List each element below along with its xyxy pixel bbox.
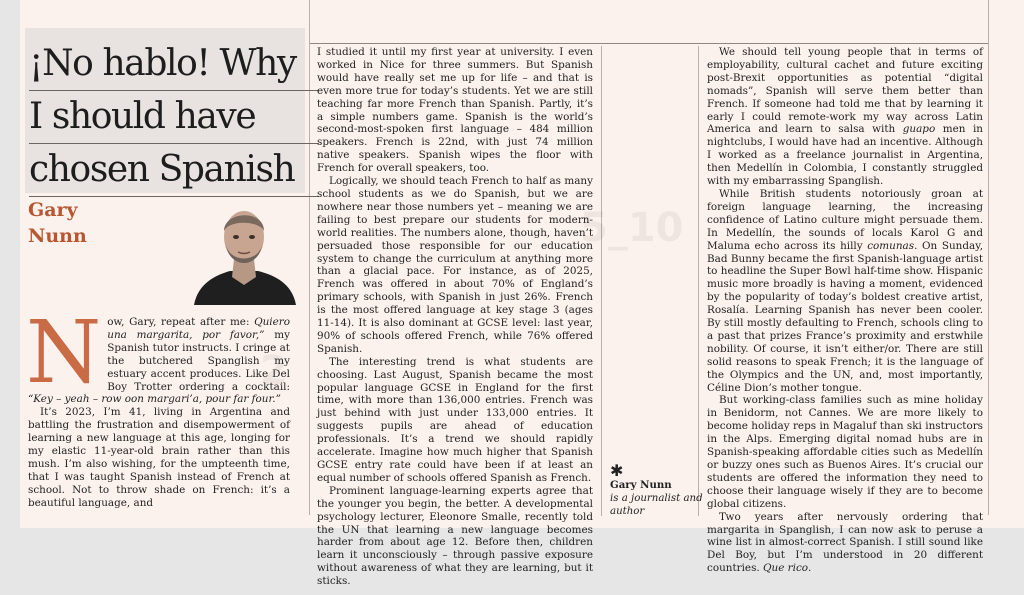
watermark: 2 bbox=[260, 348, 288, 394]
article-paragraph bbox=[707, 188, 983, 395]
article-paragraph: It’s 2023, I’m 41, living in Argentina and battling the frustration and disempowerment of learning a new language at this age, longing for my elastic 11-year-old brain rather than this mush. I’m also wishing, for the umpteenth time, that I was taught Spanish instead of French at school. Not to throw shade on French: it’s a beautiful language, and bbox=[28, 406, 290, 509]
author-photo bbox=[190, 197, 298, 305]
byline-first-name: Gary bbox=[28, 199, 78, 221]
headline bbox=[29, 38, 319, 197]
headline-line: chosen Spanish bbox=[29, 144, 319, 197]
article-column-2 bbox=[317, 46, 593, 588]
byline-last-name: Nunn bbox=[28, 225, 87, 247]
italic-run: “Key – yeah – row oon margari’a, pour far four.” bbox=[28, 393, 281, 406]
column-divider bbox=[698, 46, 699, 516]
author-note bbox=[610, 463, 705, 518]
text-run: my Spanish tutor instructs. I cringe at the butchered Spanglish my estuary accent produces. Like Del Boy Trotter ordering a cocktail: bbox=[107, 328, 290, 393]
article-paragraph: Prominent language-learning experts agree that the younger you begin, the better. A developmental psychology lecturer, Eleonore Smalle, recently told the UN that learning a new language becomes harder from about age 12. Before then, children learn it unconsciously – through passive exposure without awareness of what they are learning, but it sticks. bbox=[317, 484, 593, 588]
italic-run: Que rico bbox=[763, 562, 809, 575]
top-rule bbox=[310, 43, 988, 44]
text-run: . bbox=[808, 562, 812, 575]
byline bbox=[28, 197, 188, 249]
asterisk-icon: ✱ bbox=[610, 461, 624, 480]
column-divider bbox=[988, 0, 989, 515]
text-run: ow, Gary, repeat after me: bbox=[107, 316, 255, 328]
italic-run: comunas bbox=[867, 239, 915, 252]
italic-run: guapo bbox=[902, 123, 936, 136]
article-paragraph: Logically, we should teach French to half as many school students as we do Spanish, but we are nowhere near those numbers yet – meaning we are failing to best prepare our students for modern-world realities. The numbers alone, though, haven’t persuaded those responsible for our education system to change the curriculum at anything more than a glacial pace. For instance, as of 2025, French was offered in about 70% of England’s primary schools, with Spanish in just 26%. French is the most offered language at key stage 3 (ages 11-14). It is also dominant at GCSE level: last year, 90% of schools offered French, while 76% offered Spanish. bbox=[317, 175, 593, 355]
author-note-description: is a journalist and author bbox=[610, 493, 703, 517]
italic-run: Quiero una margarita, por favor,” bbox=[107, 316, 290, 341]
text-run: Two years after nervously ordering that margarita in Spanglish, I can now ask to peruse a wine list in almost-correct Spanish. I still sound like Del Boy, but I’m understood in 20 different countries. bbox=[707, 510, 983, 575]
article-paragraph bbox=[707, 511, 983, 576]
text-run: We should tell young people that in terms of employability, cultural cachet and future exciting post-Brexit opportunities as potential “digital nomads”, Spanish will serve them better than French. If someone had told me that by learning it early I could remote-work my way across Latin America and learn to salsa with bbox=[707, 46, 983, 136]
article-column-4 bbox=[707, 46, 983, 575]
headline-line: ¡No hablo! Why bbox=[29, 38, 319, 91]
watermark: 5_10 bbox=[580, 205, 684, 251]
article-paragraph bbox=[26, 303, 290, 406]
drop-cap: N bbox=[26, 303, 102, 403]
article-paragraph: I studied it until my first year at university. I even worked in Nice for three summers. But Spanish would have really set me up for life – and that is even more true for today’s students. Yet we are still teaching far more French than Spanish. Partly, it’s a simple numbers game. Spanish is the world’s second-most-spoken first language – 484 million speakers. French is 22nd, with just 74 million native speakers. Spanish wipes the floor with French for overall speakers, too. bbox=[317, 46, 593, 175]
column-divider bbox=[601, 46, 602, 516]
text-run: . On Sunday, Bad Bunny became the first Spanish-language artist to headline the Super Bowl half-time show. Hispanic music more broadly is having a moment, evidenced by the popularity of today’s boldest creative artist, Rosalía. Learning Spanish has never been cooler. By still mostly defaulting to French, schools cling to a past that prizes France’s proximity and erstwhile nobility. Of course, it isn’t either/or. There are still solid reasons to speak French; it is the language of the Olympics and the UN, and, most importantly, Céline Dion’s mother tongue. bbox=[707, 239, 983, 394]
text-run: While British students notoriously groan at foreign language learning, the increasing confidence of Latino culture might persuade them. In Medellín, the sounds of locals Karol G and Maluma echo across its hilly bbox=[707, 187, 983, 252]
article-column-1 bbox=[26, 303, 290, 521]
article-paragraph: The interesting trend is what students are choosing. Last August, Spanish became the most popular language GCSE in England for the first time, with more than 136,000 entries. French was just behind with just under 133,000 entries. It suggests pupils are ahead of education professionals. It’s a trend we should rapidly accelerate. Imagine how much higher that Spanish GCSE entry rate could have been if at least an equal number of schools offered Spanish as French. bbox=[317, 355, 593, 484]
author-note-name: Gary Nunn bbox=[610, 479, 672, 491]
newspaper-page bbox=[20, 0, 1024, 588]
text-run: men in nightclubs, I would have had an incentive. Although I worked as a freelance journalist in Argentina, then Medellín in Colombia, I constantly struggled with my embarrassing Spanglish. bbox=[707, 123, 983, 188]
article-paragraph bbox=[707, 46, 983, 188]
article-paragraph: But working-class families such as mine holiday in Benidorm, not Cannes. We are more likely to become holiday reps in Magaluf than ski instructors in the Alps. Emerging digital nomad hubs are in Spanish-speaking affordable cities such as Medellín or buzzy ones such as Buenos Aires. It’s crucial our students are offered the information they need to choose their language wisely if they are to become global citizens. bbox=[707, 394, 983, 510]
headline-line: I should have bbox=[29, 91, 319, 144]
